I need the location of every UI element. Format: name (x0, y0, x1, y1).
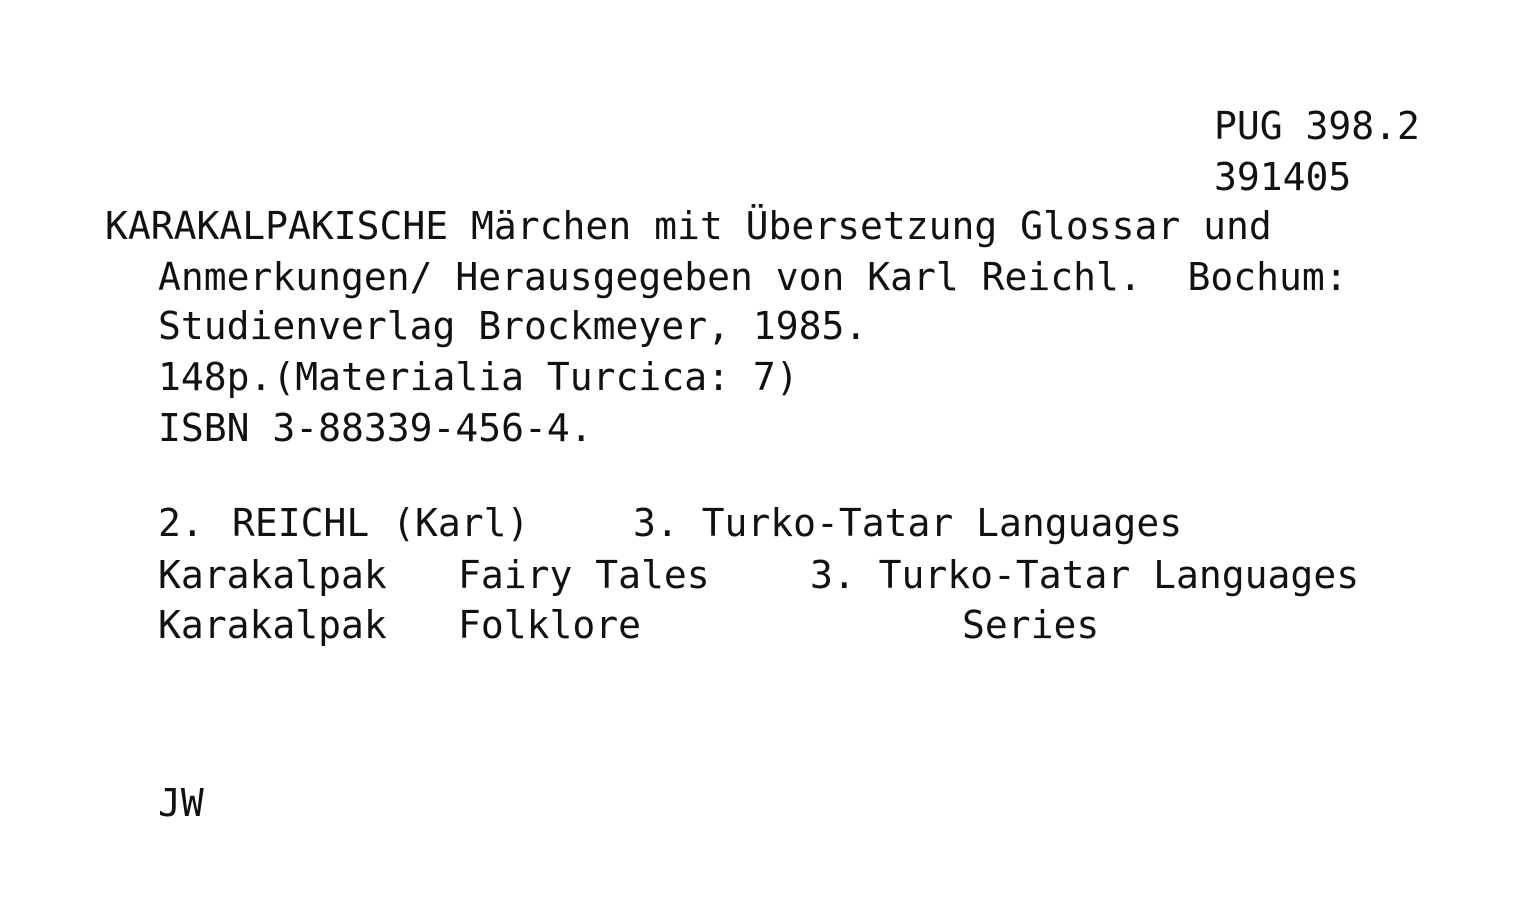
title-line-1: KARAKALPAKISCHE Märchen mit Übersetzung Glossar und (105, 204, 1272, 248)
tracing-subject-2-sub: Folklore (458, 603, 642, 647)
tracing-added-entry-name: REICHL (Karl) (232, 501, 530, 545)
collation-line: 148p.(Materialia Turcica: 7) (158, 355, 799, 399)
tracing-subject-2-head: Karakalpak (158, 603, 387, 647)
call-number-accession: 391405 (1214, 155, 1352, 199)
tracing-subject-1-prefix: 3. Turko-Tatar Languages (633, 501, 1183, 545)
tracing-subject-1-sub: Fairy Tales (458, 553, 710, 597)
title-line-2: Anmerkungen/ Herausgegeben von Karl Reichl. Bochum: (158, 255, 1348, 299)
tracing-series: Series (962, 603, 1100, 647)
call-number-classification: PUG 398.2 (1214, 104, 1420, 148)
isbn-line: ISBN 3-88339-456-4. (158, 406, 593, 450)
cataloger-initials: JW (158, 781, 204, 825)
tracing-added-entry-number: 2. (158, 501, 204, 545)
tracing-subject-2-prefix: 3. Turko-Tatar Languages (810, 553, 1360, 597)
tracing-subject-1-head: Karakalpak (158, 553, 387, 597)
imprint-line: Studienverlag Brockmeyer, 1985. (158, 304, 868, 348)
